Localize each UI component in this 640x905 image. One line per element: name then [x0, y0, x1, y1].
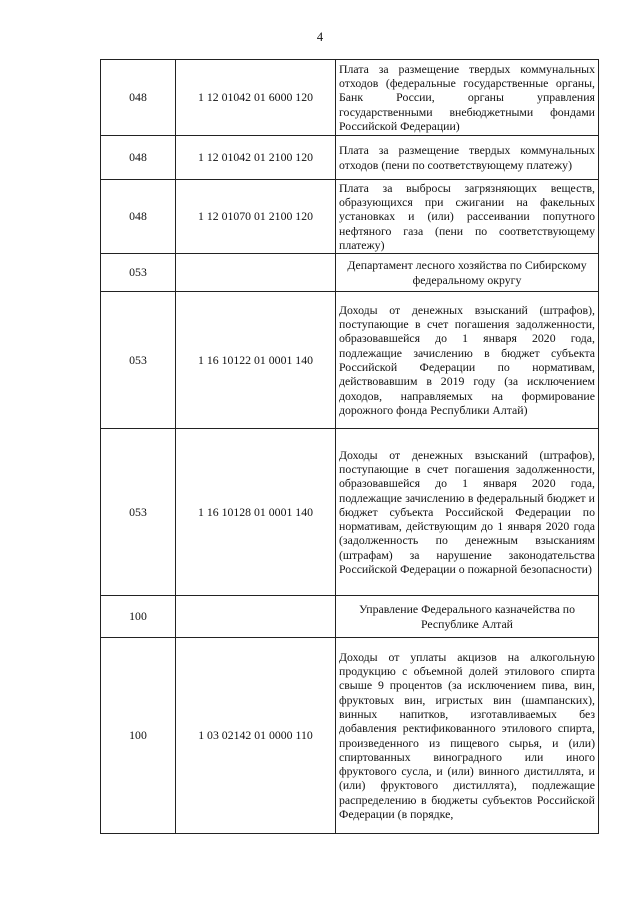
revenue-code-cell: 1 12 01042 01 2100 120: [176, 136, 336, 180]
revenue-code-table: [100, 59, 599, 834]
admin-code-cell: 053: [101, 254, 176, 292]
description-cell: Доходы от уплаты акцизов на алкогольную продукцию с объемной долей этилового спирта свыше 9 процентов (за исключением пива, вин, фруктовых вин, игристых вин (шампанских), винных напитков, изготавливаемых без добавления ректификованного этилового спирта, произведенного из пищевого сырья, и (или) спиртованных виноградного или иного фруктового сусла, и (или) винного дистиллята, и (или) фруктового дистиллята), подлежащие распределению в бюджеты субъектов Российской Федерации (в порядке,: [336, 638, 599, 834]
table-row: [101, 638, 599, 834]
revenue-code-cell: 1 16 10128 01 0001 140: [176, 429, 336, 596]
empty-code-cell: [176, 596, 336, 638]
section-heading-row: [101, 254, 599, 292]
table-row: [101, 136, 599, 180]
table-row: [101, 60, 599, 136]
admin-code-cell: 053: [101, 292, 176, 429]
empty-code-cell: [176, 254, 336, 292]
table-row: [101, 180, 599, 254]
section-heading: Департамент лесного хозяйства по Сибирскому федеральному округу: [336, 254, 599, 292]
revenue-code-cell: 1 16 10122 01 0001 140: [176, 292, 336, 429]
description-cell: Доходы от денежных взысканий (штрафов), поступающие в счет погашения задолженности, образовавшейся до 1 января 2020 года, подлежащие зачислению в бюджет субъекта Российской Федерации по нормативам, действовавшим в 2019 году (за исключением доходов, направляемых на формирование дорожного фонда Республики Алтай): [336, 292, 599, 429]
section-heading: Управление Федерального казначейства по Республике Алтай: [336, 596, 599, 638]
admin-code-cell: 100: [101, 638, 176, 834]
table-row: [101, 292, 599, 429]
revenue-code-cell: 1 03 02142 01 0000 110: [176, 638, 336, 834]
admin-code-cell: 048: [101, 60, 176, 136]
revenue-code-cell: 1 12 01070 01 2100 120: [176, 180, 336, 254]
revenue-code-cell: 1 12 01042 01 6000 120: [176, 60, 336, 136]
description-cell: Доходы от денежных взысканий (штрафов), поступающие в счет погашения задолженности, образовавшейся до 1 января 2020 года, подлежащие зачислению в федеральный бюджет и бюджет субъекта Российской Федерации по нормативам, действующим до 1 января 2020 года (задолженность по денежным взысканиям (штрафам) за нарушение законодательства Российской Федерации о пожарной безопасности): [336, 429, 599, 596]
section-heading-row: [101, 596, 599, 638]
table-row: [101, 429, 599, 596]
admin-code-cell: 048: [101, 180, 176, 254]
admin-code-cell: 100: [101, 596, 176, 638]
description-cell: Плата за выбросы загрязняющих веществ, образующихся при сжигании на факельных установках и (или) рассеивании попутного нефтяного газа (пени по соответствующему платежу): [336, 180, 599, 254]
admin-code-cell: 053: [101, 429, 176, 596]
page-number: 4: [316, 30, 324, 44]
admin-code-cell: 048: [101, 136, 176, 180]
description-cell: Плата за размещение твердых коммунальных отходов (пени по соответствующему платежу): [336, 136, 599, 180]
description-cell: Плата за размещение твердых коммунальных отходов (федеральные государственные органы, Банк России, органы управления государственными внебюджетными фондами Российской Федерации): [336, 60, 599, 136]
